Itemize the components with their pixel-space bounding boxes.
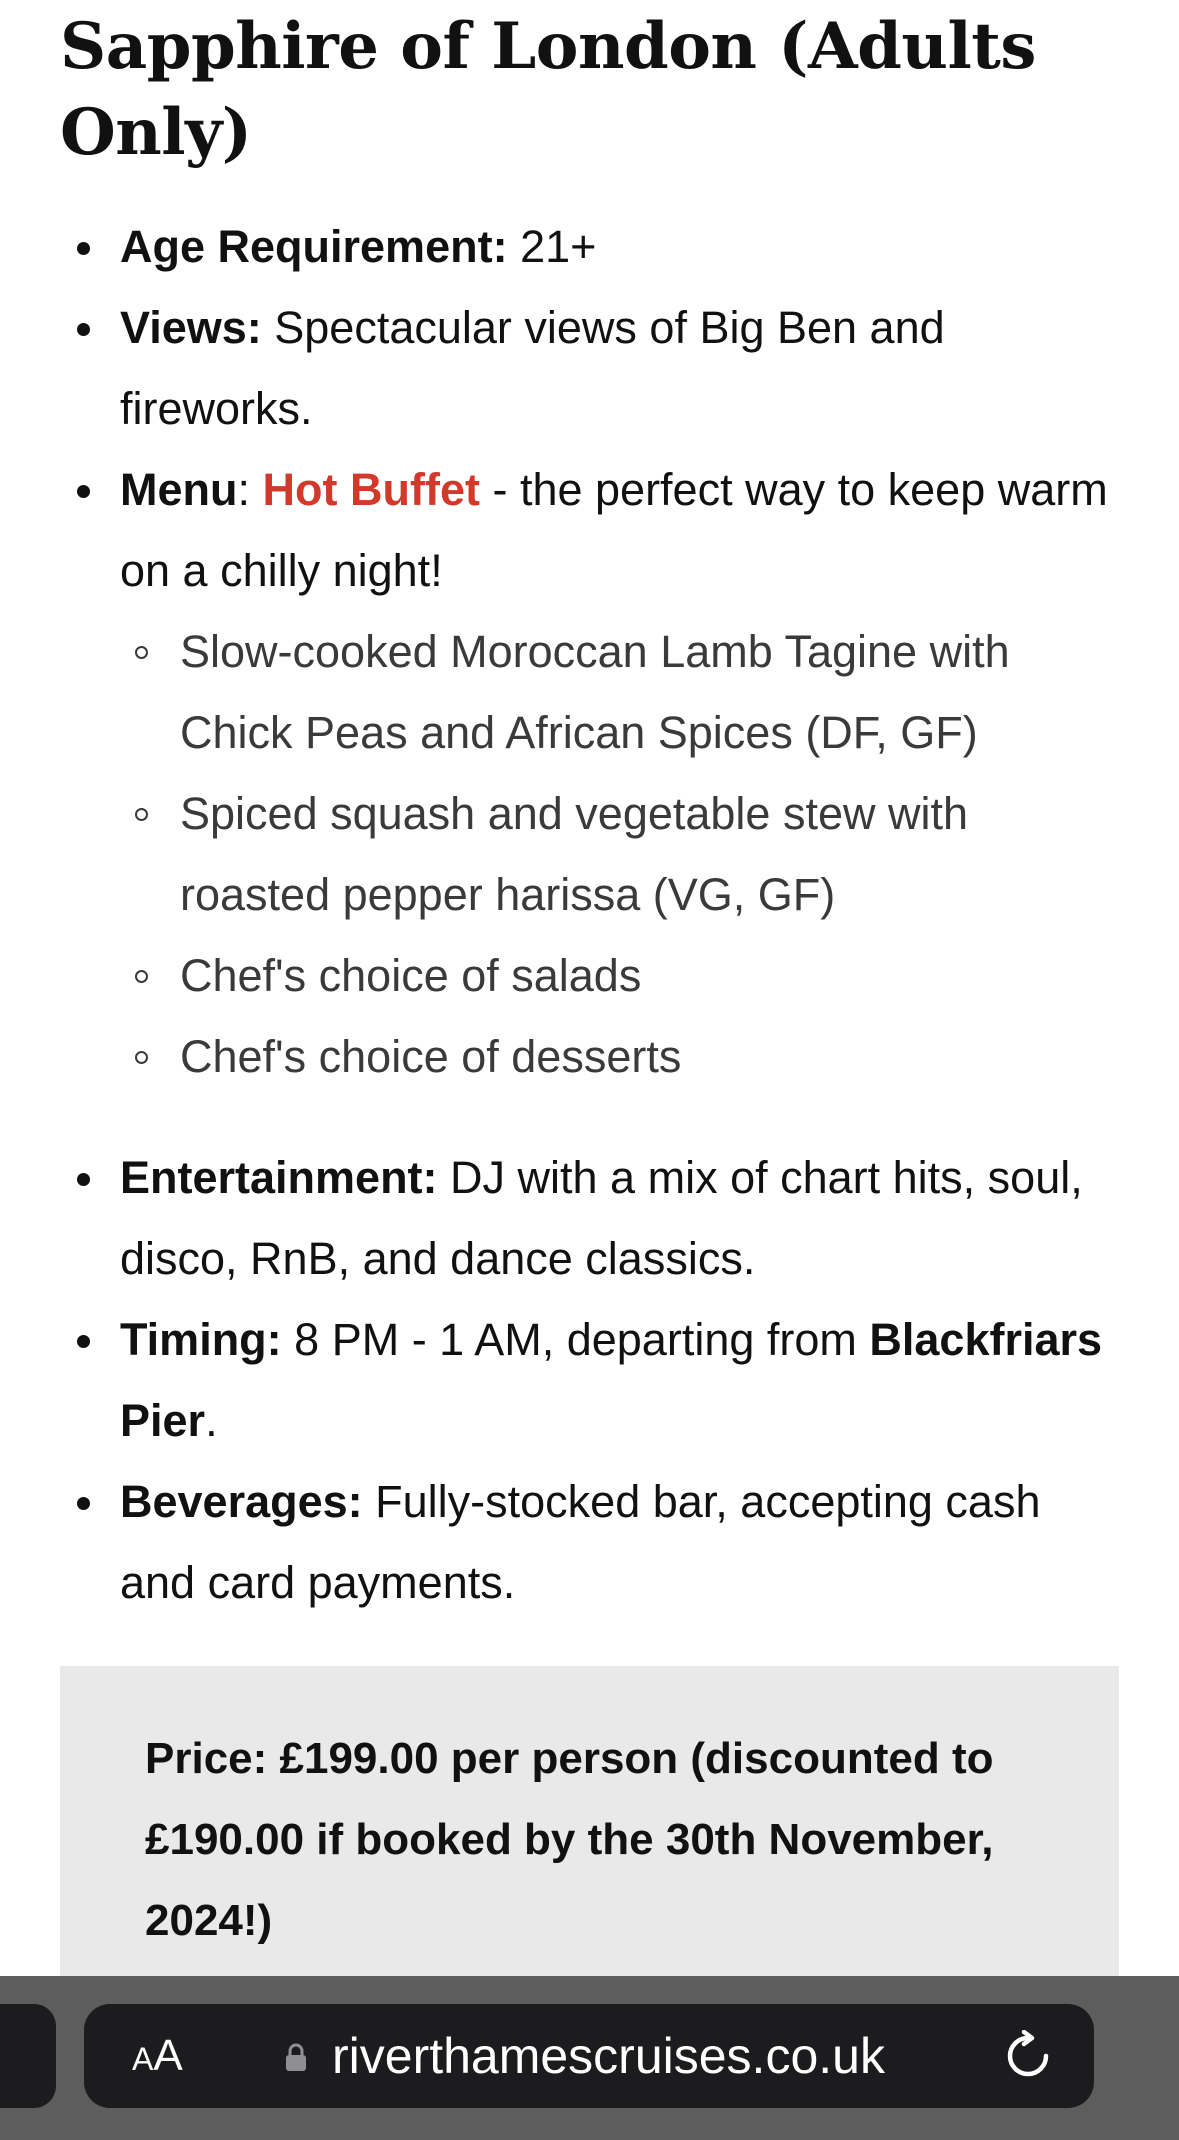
menu-label: Menu [120, 464, 238, 515]
list-item-entertainment [0, 1137, 1179, 1299]
menu-item-desserts: Chef's choice of desserts [120, 1016, 1119, 1097]
page-title: Sapphire of London (Adults Only) [60, 9, 1036, 170]
beverages-label: Beverages: [120, 1476, 363, 1527]
details-list [0, 206, 1179, 1623]
views-value: Spectacular views of Big Ben and fireworks. [120, 302, 945, 434]
reload-icon[interactable] [1002, 2030, 1054, 2082]
list-item-menu [0, 449, 1179, 1097]
browser-toolbar [0, 1976, 1179, 2140]
pier-name: Blackfriars Pier [120, 1314, 1103, 1446]
views-label: Views: [120, 302, 262, 353]
entertainment-label: Entertainment: [120, 1152, 438, 1203]
timing-value: 8 PM - 1 AM, departing from [281, 1314, 870, 1365]
hot-buffet-highlight: Hot Buffet [262, 464, 480, 515]
list-item-beverages [0, 1461, 1179, 1623]
aa-small-letter: A [132, 2041, 154, 2077]
timing-end: . [205, 1395, 218, 1446]
menu-item-salads: Chef's choice of salads [120, 935, 1119, 1016]
list-item-age [0, 206, 1179, 287]
price-text: Price: £199.00 per person (discounted to £190.00 if booked by the 30th November, 2024!) [145, 1734, 994, 1945]
menu-value: - the perfect way to keep warm on a chilly night! [120, 464, 1108, 596]
list-item-views [0, 287, 1179, 449]
aa-large-letter: A [153, 2031, 183, 2080]
menu-item-squash-stew: Spiced squash and vegetable stew with roasted pepper harissa (VG, GF) [120, 773, 1119, 935]
lock-icon [284, 2042, 308, 2072]
list-item-timing [0, 1299, 1179, 1461]
menu-colon: : [237, 464, 263, 515]
age-label: Age Requirement: [120, 221, 508, 272]
entertainment-value: DJ with a mix of chart hits, soul, disco, RnB, and dance classics. [120, 1152, 1083, 1284]
reader-settings-button[interactable] [132, 2028, 183, 2084]
address-bar[interactable] [84, 2004, 1094, 2108]
menu-item-lamb-tagine: Slow-cooked Moroccan Lamb Tagine with Chick Peas and African Spices (DF, GF) [120, 611, 1119, 773]
beverages-value: Fully-stocked bar, accepting cash and card payments. [120, 1476, 1041, 1608]
timing-label: Timing: [120, 1314, 282, 1365]
age-value: 21+ [507, 221, 597, 272]
url-text[interactable]: riverthamescruises.co.uk [332, 2028, 885, 2084]
menu-items-list [120, 611, 1119, 1097]
price-box [60, 1666, 1119, 1986]
previous-tab-preview[interactable] [0, 2004, 56, 2108]
